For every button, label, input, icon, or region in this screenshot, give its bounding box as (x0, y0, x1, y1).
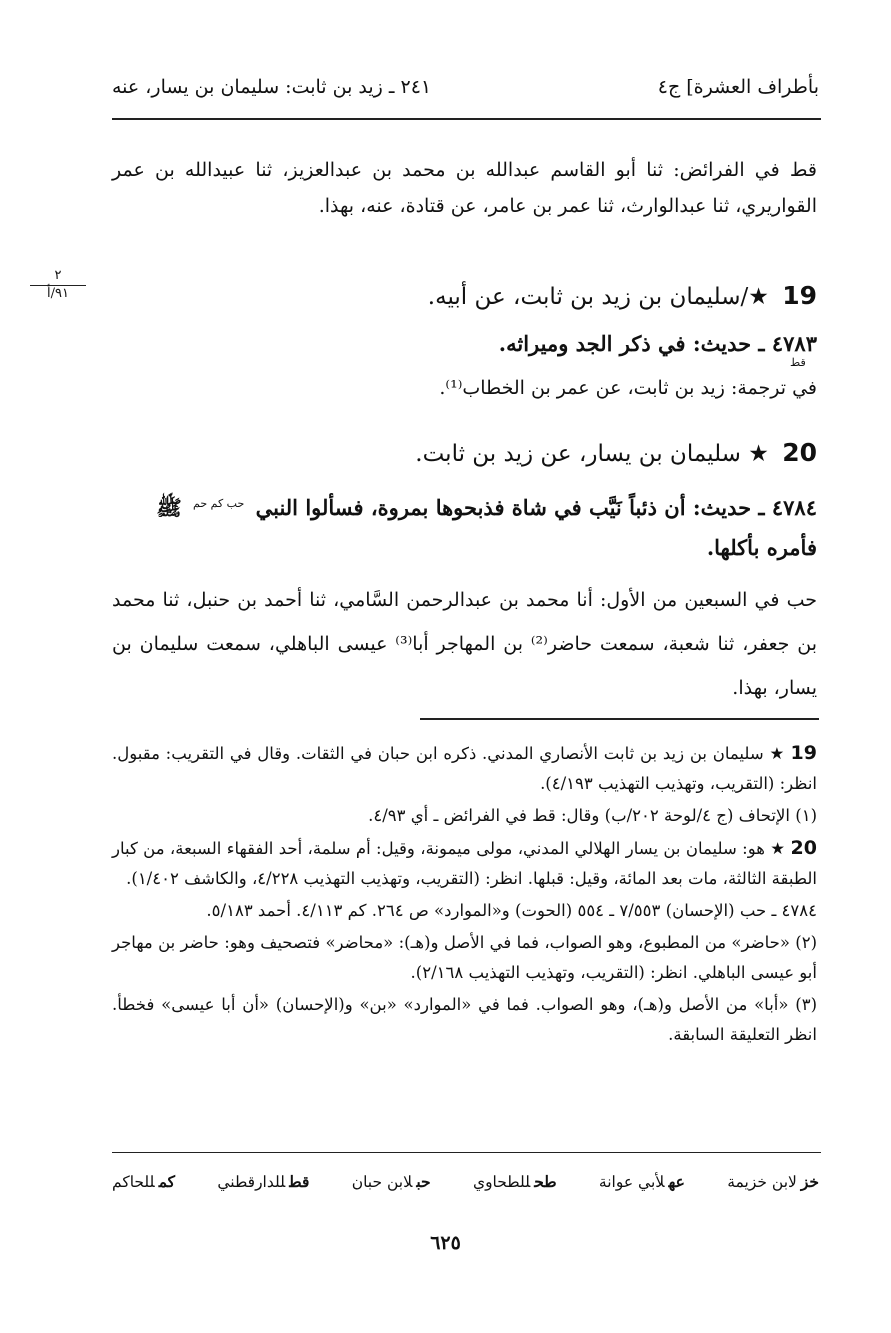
star-icon: ★ (748, 441, 769, 467)
footnote (112, 833, 817, 894)
siglum-entry (217, 1172, 309, 1191)
siglum-code: قط (289, 1172, 310, 1191)
footnote-text: «حاضر» من المطبوع، وهو الصواب، فما في الأصل و(هـ): «محاضر» فتصحيف وهو: حاضر بن مهاجر أبو عيسى الباهلي. انظر: (التقريب، وتهذيب التهذيب ٢/١٦٨). (112, 933, 817, 982)
hadith-text-4784-a: ـ حديث: أن ذئباً نَيَّب في شاة فذبحوها بمروة، فسألوا النبي (255, 495, 765, 520)
hadith-4784 (112, 484, 817, 568)
hadith-number-4784: ٤٧٨٤ (771, 495, 817, 520)
siglum-name: لأبي عوانة (598, 1173, 665, 1191)
hadith-text-4783: ـ حديث: في ذكر الجد وميراثه. (498, 331, 765, 356)
siglum-code: عه (668, 1172, 685, 1191)
siglum-name: للطحاوي (472, 1173, 531, 1191)
footnotes (112, 738, 817, 1052)
page-number: ٦٢٥ (430, 1232, 461, 1254)
sigla-rule (112, 1152, 821, 1153)
siglum-code: طح (534, 1172, 557, 1191)
footnote-label: 20 (790, 837, 817, 859)
running-header (112, 72, 819, 102)
siglum-name: لابن خزيمة (727, 1173, 797, 1191)
entry-heading-20 (112, 435, 817, 472)
star-icon: ★ (769, 744, 785, 763)
sigla-legend (112, 1172, 819, 1191)
margin-note-bottom: ٩١/أ (47, 286, 69, 301)
footnote-label: 19 (790, 742, 817, 764)
margin-folio-note (30, 268, 86, 302)
footnote (112, 928, 817, 988)
footnote-label: (١) (795, 806, 817, 825)
footnote (112, 896, 817, 926)
siglum-code: كم (158, 1172, 176, 1191)
header-section-title: ٢٤١ ـ زيد بن ثابت: سليمان بن يسار، عنه (112, 76, 432, 98)
footnote-label: (٣) (795, 995, 817, 1014)
footnote-label: ٤٧٨٤ (781, 901, 817, 920)
siglum-name: للدارقطني (217, 1173, 286, 1191)
siglum-entry (599, 1172, 685, 1191)
siglum-marks: حب كم حم (193, 497, 245, 510)
star-icon: ★ (748, 284, 769, 310)
footnote-rule (420, 718, 819, 720)
footnote-text: «أبا» من الأصل و(هـ)، وهو الصواب. فما في «الموارد» «بن» و(الإحسان) «أن أبا عيسى» فخطأ. انظر التعليقة السابقة. (112, 995, 817, 1044)
entry-text-20: سليمان بن يسار، عن زيد بن ثابت. (415, 441, 741, 467)
siglum-entry (727, 1172, 819, 1191)
footnote-text: هو: سليمان بن يسار الهلالي المدني، مولى ميمونة، وقيل: أم سلمة، أحد الفقهاء السبعة، من كبار الطبقة الثالثة، مات بعد المائة، وقيل: قبلها. انظر: (التقريب، وتهذيب التهذيب ٤/٢٢٨، والكاشف ١/٤٠٢). (112, 839, 817, 888)
hadith-number-4783: ٤٧٨٣ (771, 331, 817, 356)
footnote-text: الإتحاف (ج ٤/لوحة ٢٠٢/ب) وقال: قط في الفرائض ـ أي ٤/٩٣. (368, 806, 790, 825)
footnote-text: سليمان بن زيد بن ثابت الأنصاري المدني. ذكره ابن حبان في الثقات. وقال في التقريب: مقبول. انظر: (التقريب، وتهذيب التهذيب ٤/١٩٣). (112, 744, 817, 793)
header-rule (112, 118, 821, 120)
footnote-text: ـ حب (الإحسان) ٧/٥٥٣ ـ ٥٥٤ (الحوت) و«الموارد» ص ٢٦٤. كم ٤/١١٣. أحمد ٥/١٨٣. (206, 901, 777, 920)
star-icon: ★ (770, 839, 786, 858)
isnad-paragraph-hibban: حب في السبعين من الأول: أنا محمد بن عبدالرحمن السَّامي، ثنا أحمد بن حنبل، ثنا محمد بن جعفر، ثنا شعبة، سمعت حاضر⁽²⁾ بن المهاجر أبا⁽³⁾ عيسى الباهلي، سمعت سليمان بن يسار، بهذا. (112, 589, 817, 699)
isnad-paragraph-faraid: قط في الفرائض: ثنا أبو القاسم عبدالله بن محمد بن عبدالعزيز، ثنا عبيدالله بن عمر القواريري، ثنا عبدالوارث، ثنا عمر بن عامر، عن قتادة، عنه، بهذا. (112, 159, 817, 217)
entry-number-19: 19 (782, 281, 817, 310)
siglum-code: خز (800, 1172, 819, 1191)
entry-number-20: 20 (782, 438, 817, 467)
tarjama-line: في ترجمة: زيد بن ثابت، عن عمر بن الخطاب⁽¹⁾. (439, 377, 817, 399)
siglum-entry (473, 1172, 557, 1191)
margin-note-top: ٢ (30, 268, 86, 286)
header-book-title: بأطراف العشرة] ج٤ (657, 76, 819, 98)
footnote (112, 990, 817, 1050)
siglum-name: لابن حبان (351, 1173, 413, 1191)
hadith-4783 (112, 324, 817, 364)
siglum-name: للحاكم (112, 1173, 155, 1191)
footnote (112, 801, 817, 831)
siglum-entry (352, 1172, 431, 1191)
siglum-entry (112, 1172, 175, 1191)
footnote (112, 738, 817, 799)
siglum-code: حب (416, 1172, 431, 1191)
hadith-text-4784-b: ﷺ فأمره بأكلها. (156, 495, 817, 560)
footnote-label: (٢) (795, 933, 817, 952)
siglum-mark-qat: قط (790, 356, 806, 369)
entry-text-19: /سليمان بن زيد بن ثابت، عن أبيه. (427, 284, 749, 310)
entry-heading-19 (112, 278, 817, 315)
